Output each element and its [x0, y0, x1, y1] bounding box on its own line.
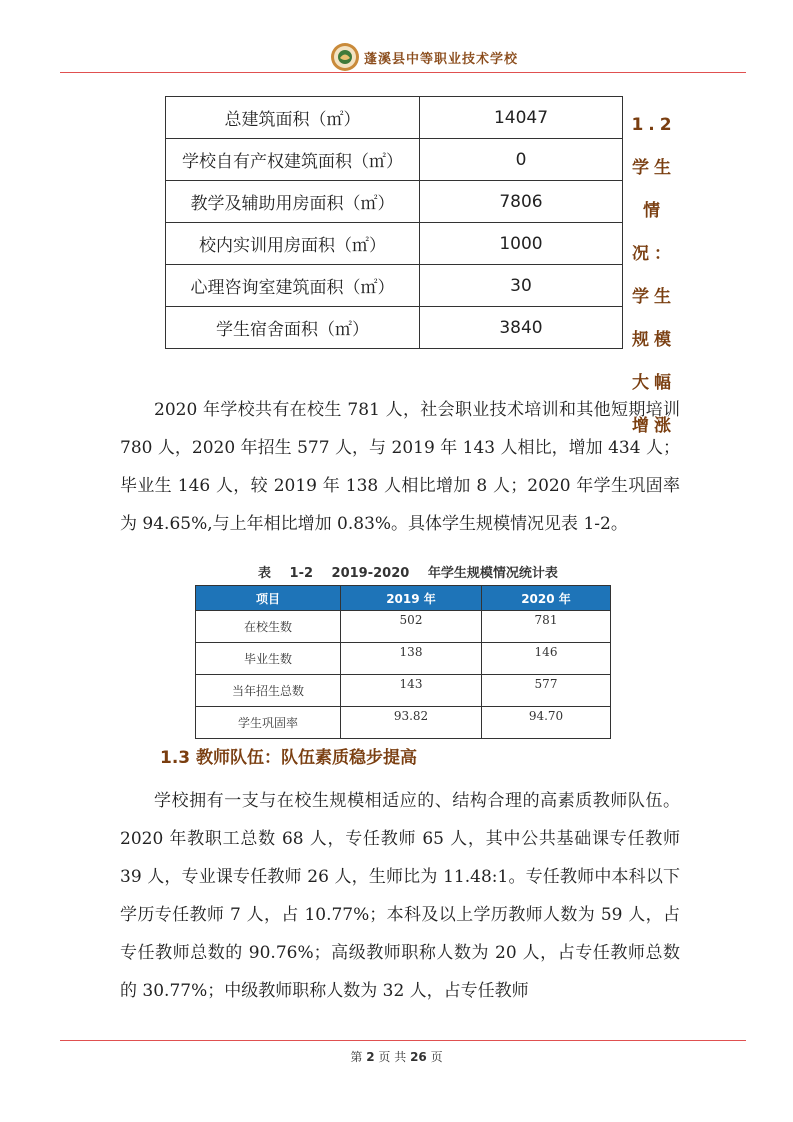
student-paragraph: 2020 年学校共有在校生 781 人，社会职业技术培训和其他短期培训 780 人，2020 年招生 577 人，与 2019 年 143 人相比，增加 434 人；毕业生 146 人，较 2019 年 138 人相比增加 8 人；2020 年学生巩固率为 94.65%,与上年相比增加 0.83%。具体学生规模情况见表 1-2。 — [120, 400, 680, 534]
area-value: 7806 — [420, 181, 623, 223]
area-label: 教学及辅助用房面积（㎡） — [166, 181, 420, 223]
table-row — [196, 707, 611, 739]
school-name: 蓬溪县中等职业技术学校 — [364, 51, 519, 67]
table-caption: 表 1-2 2019-2020 年学生规模情况统计表 — [258, 566, 558, 581]
teacher-paragraph: 学校拥有一支与在校生规模相适应的、结构合理的高素质教师队伍。2020 年教职工总数 68 人，专任教师 65 人，其中公共基础课专任教师 39 人，专业课专任教师 26 人，生师比为 11.48:1。专任教师中本科以下学历专任教师 7 人，占 10.77%；本科及以上学历教师人数为 59 人，占专任教师总数的 90.76%；高级教师职称人数为 20 人，占专任教师总数的 30.77%；中级教师职称人数为 32 人，占专任教师 — [120, 791, 680, 1001]
footer-prefix: 第 — [350, 1050, 363, 1064]
area-value: 0 — [420, 139, 623, 181]
area-label: 校内实训用房面积（㎡） — [166, 223, 420, 265]
column-header: 2020 年 — [482, 586, 611, 611]
page-number: 2 — [366, 1050, 375, 1064]
table-cell: 94.70 — [482, 707, 611, 739]
table-row — [166, 181, 623, 223]
table-cell: 当年招生总数 — [196, 675, 341, 707]
footer-suffix: 页 — [430, 1050, 443, 1064]
area-label: 总建筑面积（㎡） — [166, 97, 420, 139]
area-value: 14047 — [420, 97, 623, 139]
section-heading-student: 1.2学生情况：学生规模大幅增涨 — [631, 115, 677, 436]
area-label: 学生宿舍面积（㎡） — [166, 307, 420, 349]
table-cell: 143 — [341, 675, 482, 707]
table-cell: 学生巩固率 — [196, 707, 341, 739]
area-label: 心理咨询室建筑面积（㎡） — [166, 265, 420, 307]
table-cell: 93.82 — [341, 707, 482, 739]
table-row — [196, 611, 611, 643]
area-value: 30 — [420, 265, 623, 307]
column-header: 项目 — [196, 586, 341, 611]
table-row — [196, 675, 611, 707]
school-logo — [330, 42, 518, 72]
area-label: 学校自有产权建筑面积（㎡） — [166, 139, 420, 181]
table-cell: 577 — [482, 675, 611, 707]
area-value: 3840 — [420, 307, 623, 349]
table-cell: 146 — [482, 643, 611, 675]
section-heading-teachers: 1.3 教师队伍：队伍素质稳步提高 — [160, 748, 418, 768]
header-divider — [60, 72, 746, 73]
table-header-row — [196, 586, 611, 611]
table-cell: 在校生数 — [196, 611, 341, 643]
table-row — [196, 643, 611, 675]
table-row — [166, 307, 623, 349]
table-cell: 502 — [341, 611, 482, 643]
student-stats-table — [195, 585, 611, 739]
page-header — [60, 40, 733, 74]
column-header: 2019 年 — [341, 586, 482, 611]
school-seal-icon — [330, 42, 360, 72]
table-cell: 781 — [482, 611, 611, 643]
table-row — [166, 139, 623, 181]
table-row — [166, 97, 623, 139]
area-value: 1000 — [420, 223, 623, 265]
table-cell: 138 — [341, 643, 482, 675]
page-total: 26 — [410, 1050, 427, 1064]
building-area-table — [165, 96, 623, 349]
footer-middle: 页 共 — [378, 1050, 407, 1064]
footer-divider — [60, 1040, 746, 1041]
table-row — [166, 265, 623, 307]
page-footer — [0, 1048, 793, 1065]
table-cell: 毕业生数 — [196, 643, 341, 675]
table-row — [166, 223, 623, 265]
